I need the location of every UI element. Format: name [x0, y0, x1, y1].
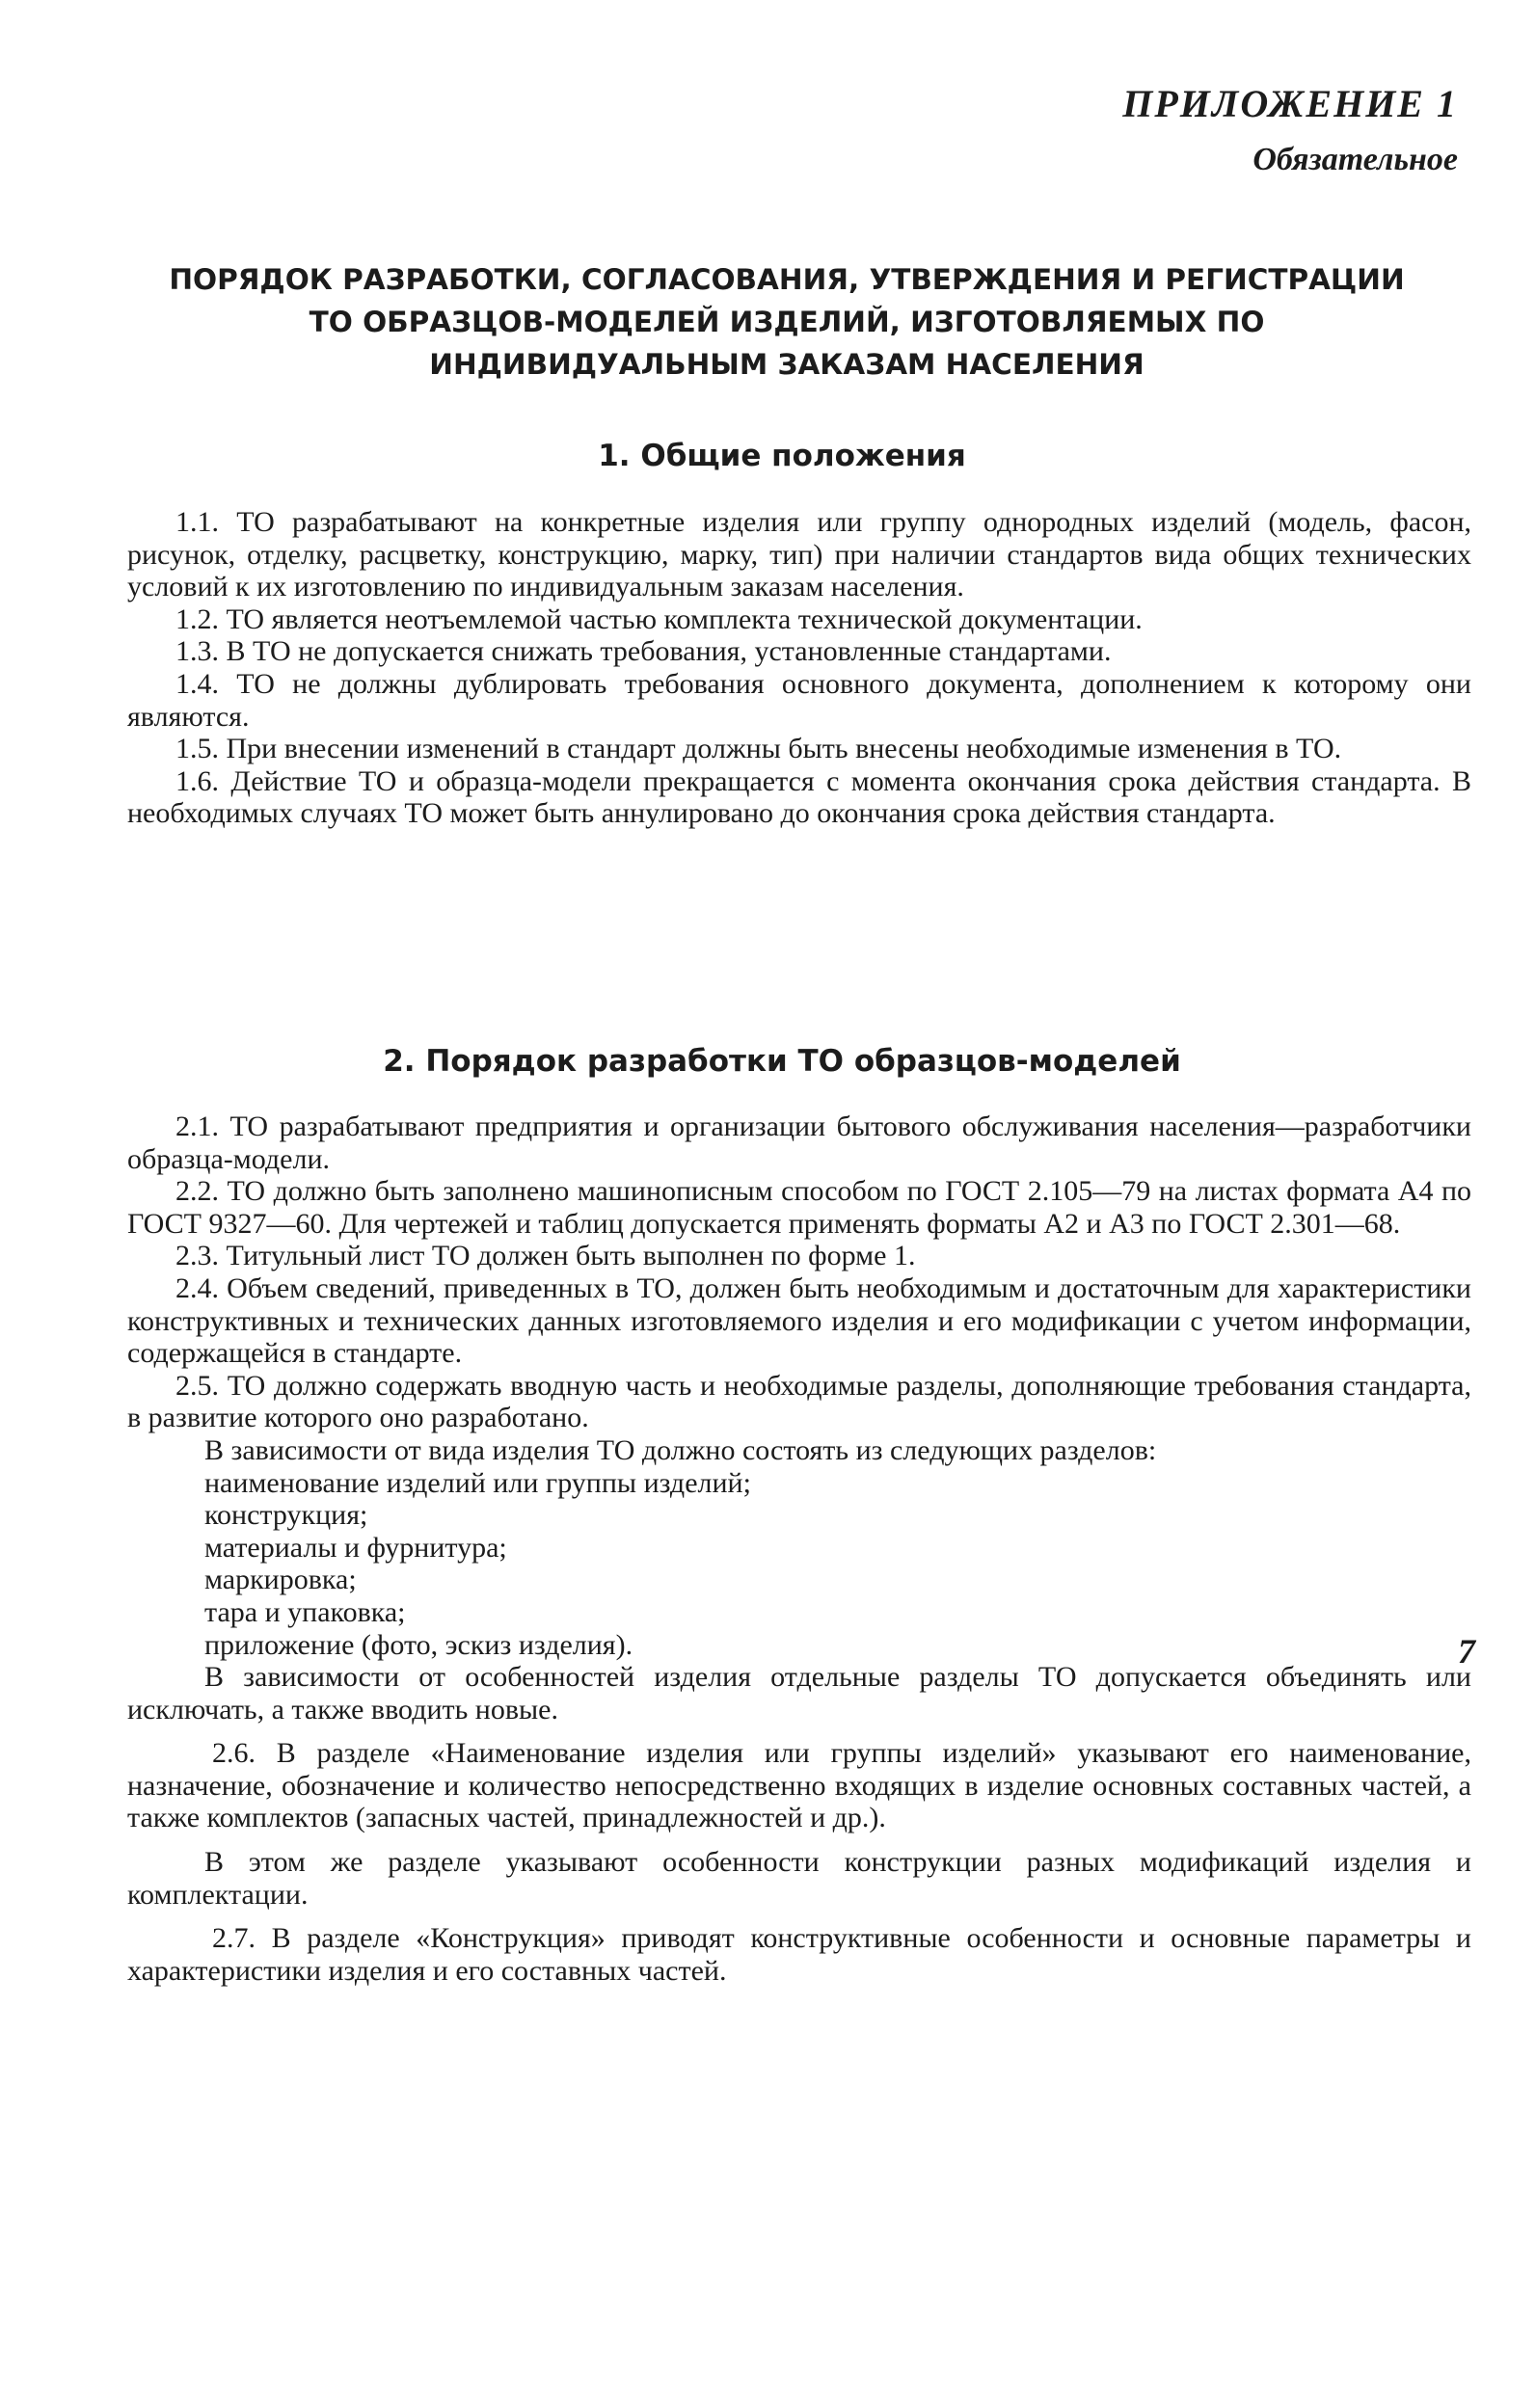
paragraph-2-5-outro: В зависимости от особенностей изделия отдельные разделы ТО допускается объединять или исключать, а также вводить новые.: [127, 1661, 1471, 1726]
appendix-header: [1122, 75, 1458, 187]
section-2-heading: 2. Порядок разработки ТО образцов-моделей: [383, 1044, 1181, 1079]
list-item: тара и упаковка;: [204, 1595, 406, 1628]
paragraph-2-7: 2.7. В разделе «Конструкция» приводят конструктивные особенности и основные параметры и характеристики изделия и его составных частей.: [127, 1922, 1471, 1987]
list-item: приложение (фото, эскиз изделия).: [204, 1628, 633, 1661]
section-1-body: [127, 506, 1471, 830]
paragraph-1-6: 1.6. Действие ТО и образца-модели прекращается с момента окончания срока действия стандарта. В необходимых случаях ТО может быть аннулировано до окончания срока действия стандарта.: [127, 764, 1471, 830]
list-item: маркировка;: [204, 1564, 357, 1596]
paragraph-1-4: 1.4. ТО не должны дублировать требования основного документа, дополнением к которому они являются.: [127, 667, 1471, 733]
document-title-line: ТО ОБРАЗЦОВ-МОДЕЛЕЙ ИЗДЕЛИЙ, ИЗГОТОВЛЯЕМЫХ ПО: [309, 306, 1265, 338]
page-number: 7: [1458, 1632, 1475, 1671]
paragraph-2-1: 2.1. ТО разрабатывают предприятия и организации бытового обслуживания населения—разработчики образца-модели.: [127, 1110, 1471, 1175]
paragraph-2-2: 2.2. ТО должно быть заполнено машинописным способом по ГОСТ 2.105—79 на листах формата А4 по ГОСТ 9327—60. Для чертежей и таблиц допускается применять форматы А2 и А3 по ГОСТ 2.301—68.: [127, 1175, 1471, 1240]
list-item: конструкция;: [204, 1499, 368, 1532]
section-1-heading: 1. Общие положения: [598, 439, 966, 473]
paragraph-2-6b: В этом же разделе указывают особенности конструкции разных модификаций изделия и комплектации.: [127, 1846, 1471, 1911]
appendix-title: ПРИЛОЖЕНИЕ 1: [1122, 82, 1458, 125]
paragraph-2-4: 2.4. Объем сведений, приведенных в ТО, должен быть необходимым и достаточным для характеристики конструктивных и технических данных изготовляемого изделия и его модификации с учетом информации, содержащейся в стандарте.: [127, 1271, 1471, 1370]
paragraph-2-6: 2.6. В разделе «Наименование изделия или группы изделий» указывают его наименование, назначение, обозначение и количество непосредственно входящих в изделие основных составных частей, а также комплектов (запасных частей, принадлежностей и др.).: [127, 1737, 1471, 1834]
section-2-body: [127, 1110, 1471, 1987]
list-item: наименование изделий или группы изделий;: [204, 1466, 751, 1499]
document-title: [145, 258, 1429, 386]
paragraph-2-5-intro: В зависимости от вида изделия ТО должно состоять из следующих разделов:: [204, 1433, 1157, 1466]
list-item: материалы и фурнитура;: [204, 1531, 507, 1564]
paragraph-1-3: 1.3. В ТО не допускается снижать требования, установленные стандартами.: [175, 635, 1112, 668]
appendix-subtitle: Обязательное: [1252, 142, 1458, 177]
paragraph-1-2: 1.2. ТО является неотъемлемой частью комплекта технической документации.: [175, 602, 1143, 635]
document-title-line: ИНДИВИДУАЛЬНЫМ ЗАКАЗАМ НАСЕЛЕНИЯ: [429, 348, 1145, 381]
paragraph-2-3: 2.3. Титульный лист ТО должен быть выполнен по форме 1.: [175, 1240, 916, 1272]
paragraph-1-5: 1.5. При внесении изменений в стандарт должны быть внесены необходимые изменения в ТО.: [175, 733, 1342, 765]
paragraph-1-1: 1.1. ТО разрабатывают на конкретные изделия или группу однородных изделий (модель, фасон, рисунок, отделку, расцветку, конструкцию, марку, тип) при наличии стандартов вида общих технических условий к их изготовлению по индивидуальным заказам населения.: [127, 506, 1471, 603]
paragraph-2-5: 2.5. ТО должно содержать вводную часть и необходимые разделы, дополняющие требования стандарта, в развитие которого оно разработано.: [127, 1369, 1471, 1434]
document-title-line: ПОРЯДОК РАЗРАБОТКИ, СОГЛАСОВАНИЯ, УТВЕРЖДЕНИЯ И РЕГИСТРАЦИИ: [169, 263, 1405, 296]
